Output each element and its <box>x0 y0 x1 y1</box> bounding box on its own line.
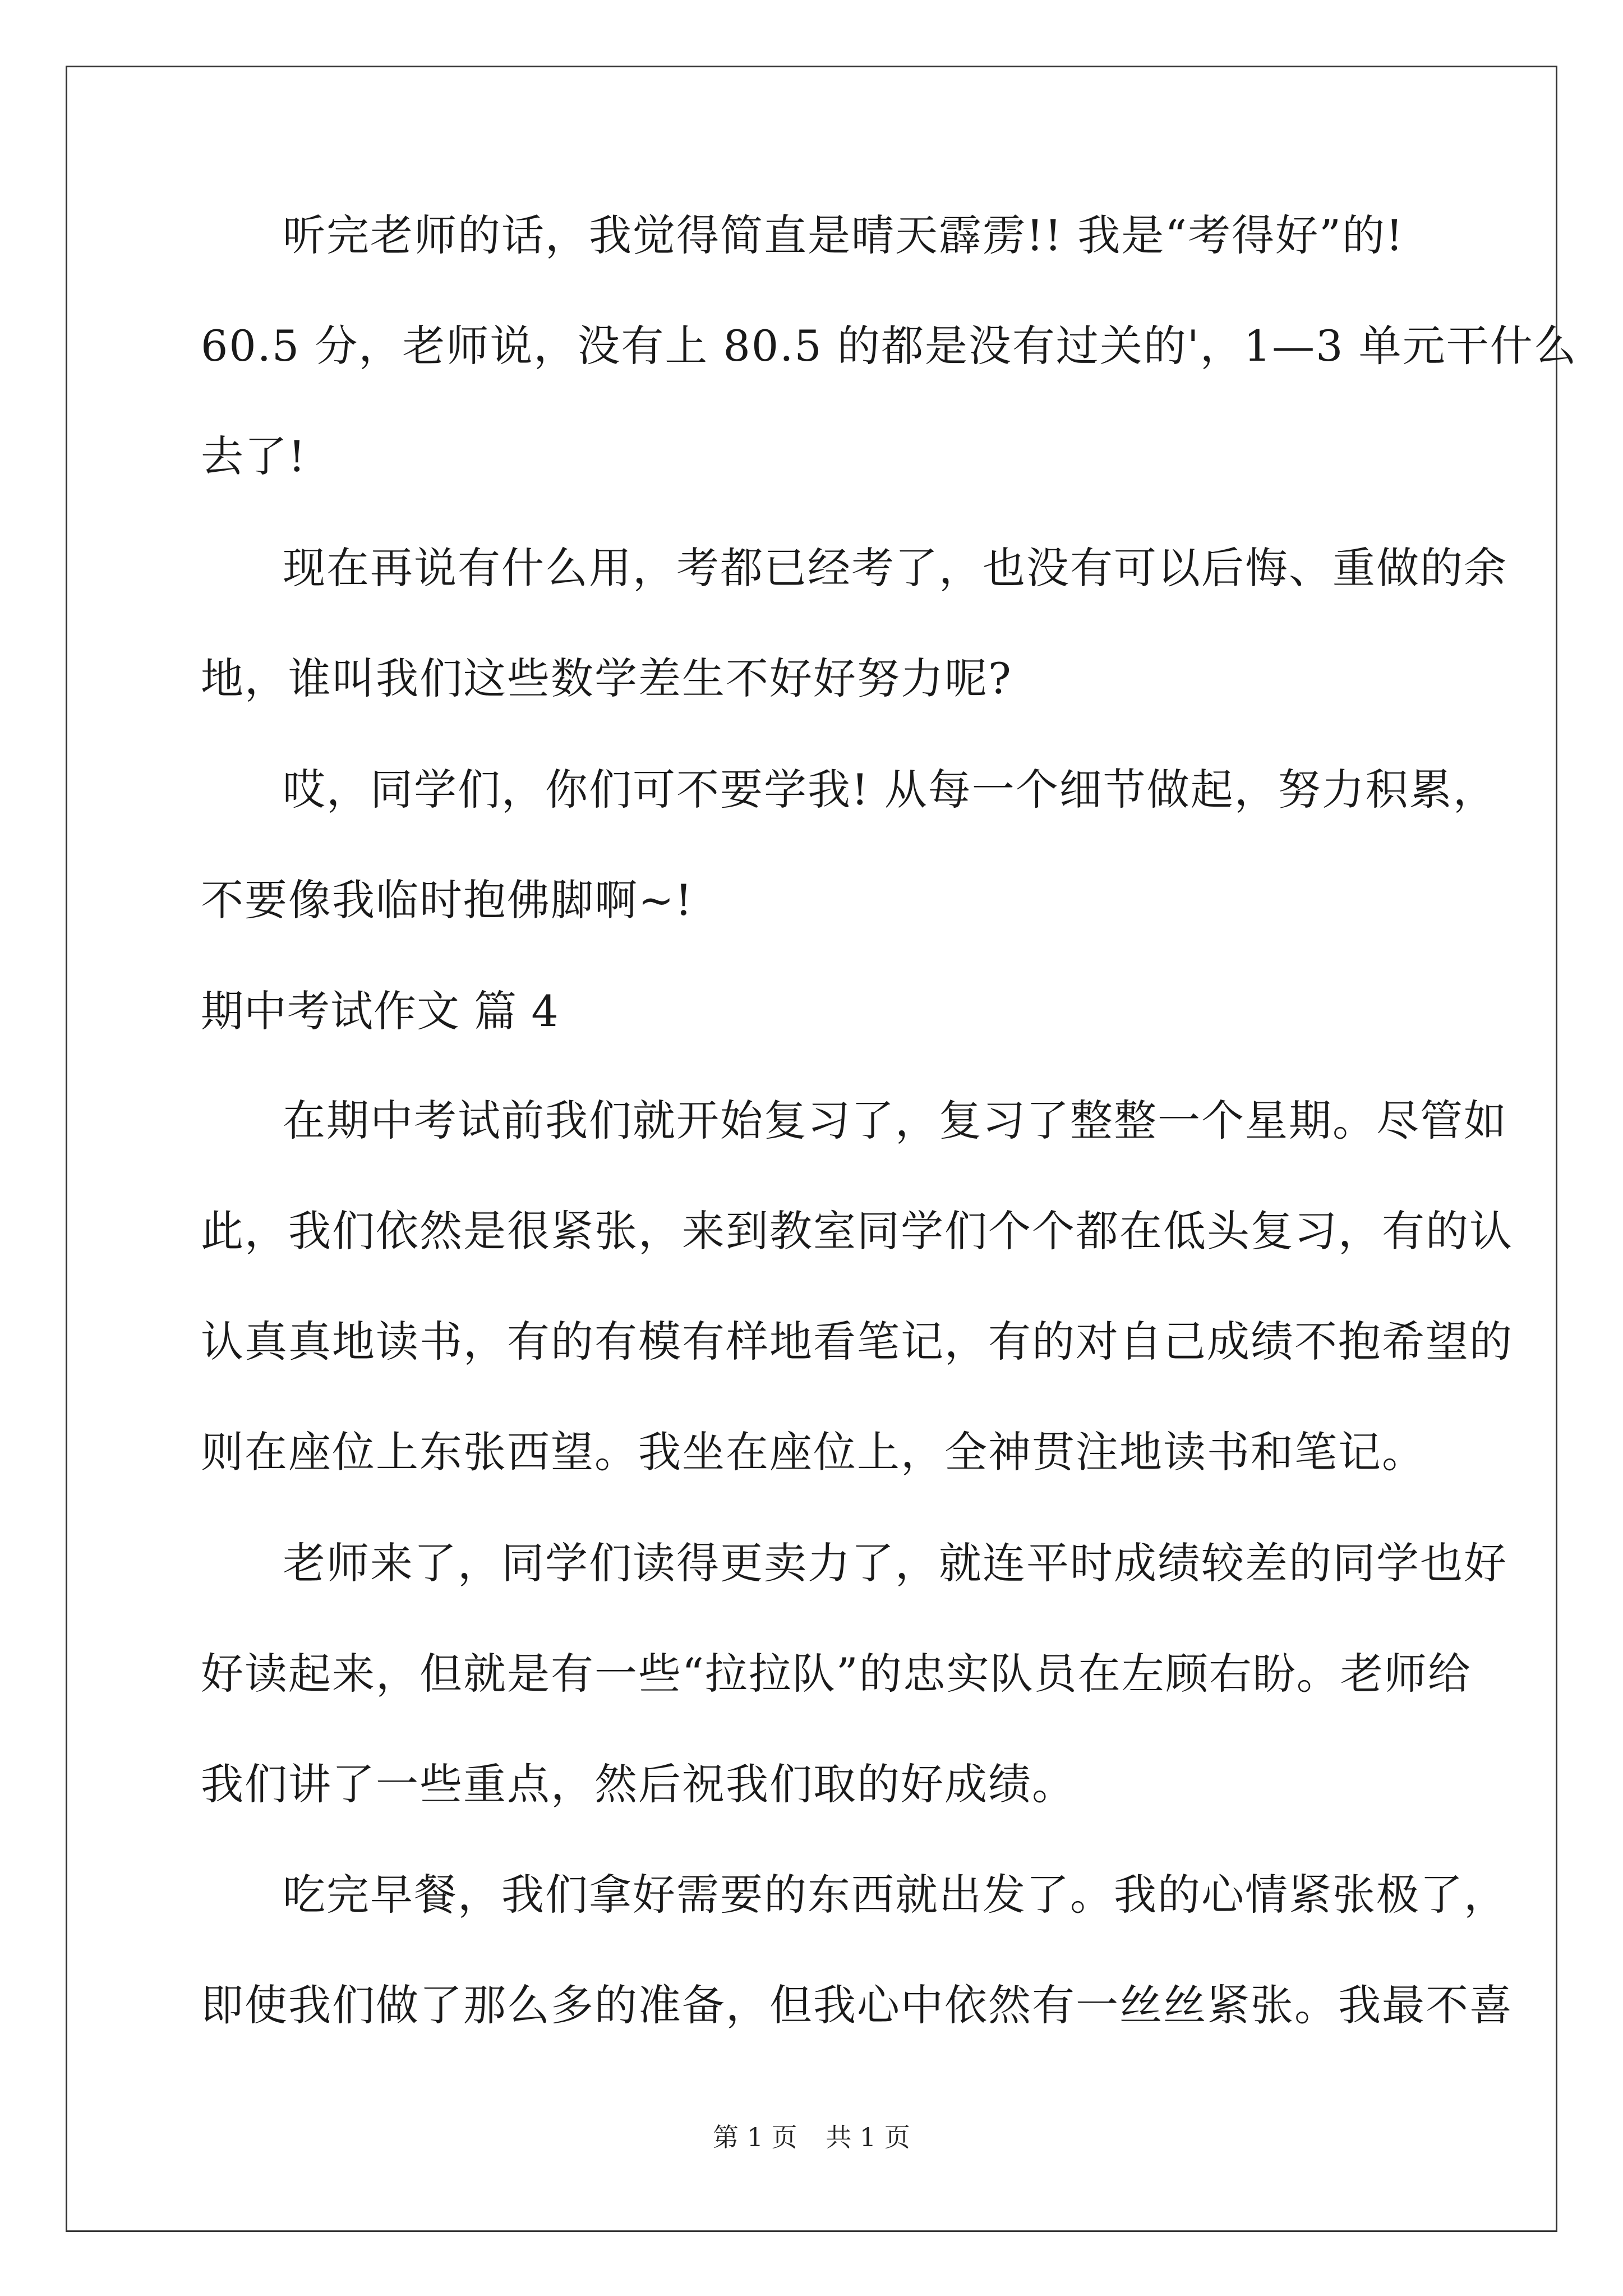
text-line: 认真真地读书，有的有模有样地看笔记，有的对自己成绩不抱希望的 <box>201 1317 1513 1366</box>
text-line: 哎，同学们，你们可不要学我! 从每一个细节做起，努力积累， <box>283 765 1497 815</box>
text-line: 现在再说有什么用，考都已经考了，也没有可以后悔、重做的余 <box>283 543 1507 593</box>
text-line: 吃完早餐，我们拿好需要的东西就出发了。我的心情紧张极了， <box>283 1870 1507 1920</box>
text-line: 不要像我临时抱佛脚啊~! <box>201 875 694 925</box>
text-line: 听完老师的话，我觉得简直是晴天霹雳!! 我是“考得好”的! <box>283 210 1404 260</box>
text-line: 此，我们依然是很紧张，来到教室同学们个个都在低头复习，有的认 <box>201 1206 1513 1256</box>
total-pages-label: 共 1 页 <box>826 2122 910 2152</box>
text-line: 60.5 分，老师说，没有上 80.5 的都是没有过关的'，1—3 单元干什么 <box>201 321 1578 371</box>
section-heading: 期中考试作文 篇 4 <box>201 986 559 1036</box>
text-line: 好读起来，但就是有一些“拉拉队”的忠实队员在左顾右盼。老师给 <box>201 1649 1472 1699</box>
text-line: 地，谁叫我们这些数学差生不好好努力呢? <box>201 654 1012 703</box>
text-line: 则在座位上东张西望。我坐在座位上，全神贯注地读书和笔记。 <box>201 1427 1426 1477</box>
text-line: 在期中考试前我们就开始复习了，复习了整整一个星期。尽管如 <box>283 1096 1507 1145</box>
page-footer <box>0 2120 1623 2154</box>
current-page-label: 第 1 页 <box>713 2122 797 2152</box>
text-line: 我们讲了一些重点，然后祝我们取的好成绩。 <box>201 1759 1076 1809</box>
text-line: 即使我们做了那么多的准备，但我心中依然有一丝丝紧张。我最不喜 <box>201 1980 1513 2030</box>
text-line: 老师来了，同学们读得更卖力了，就连平时成绩较差的同学也好 <box>283 1538 1507 1588</box>
text-line: 去了! <box>201 431 307 481</box>
